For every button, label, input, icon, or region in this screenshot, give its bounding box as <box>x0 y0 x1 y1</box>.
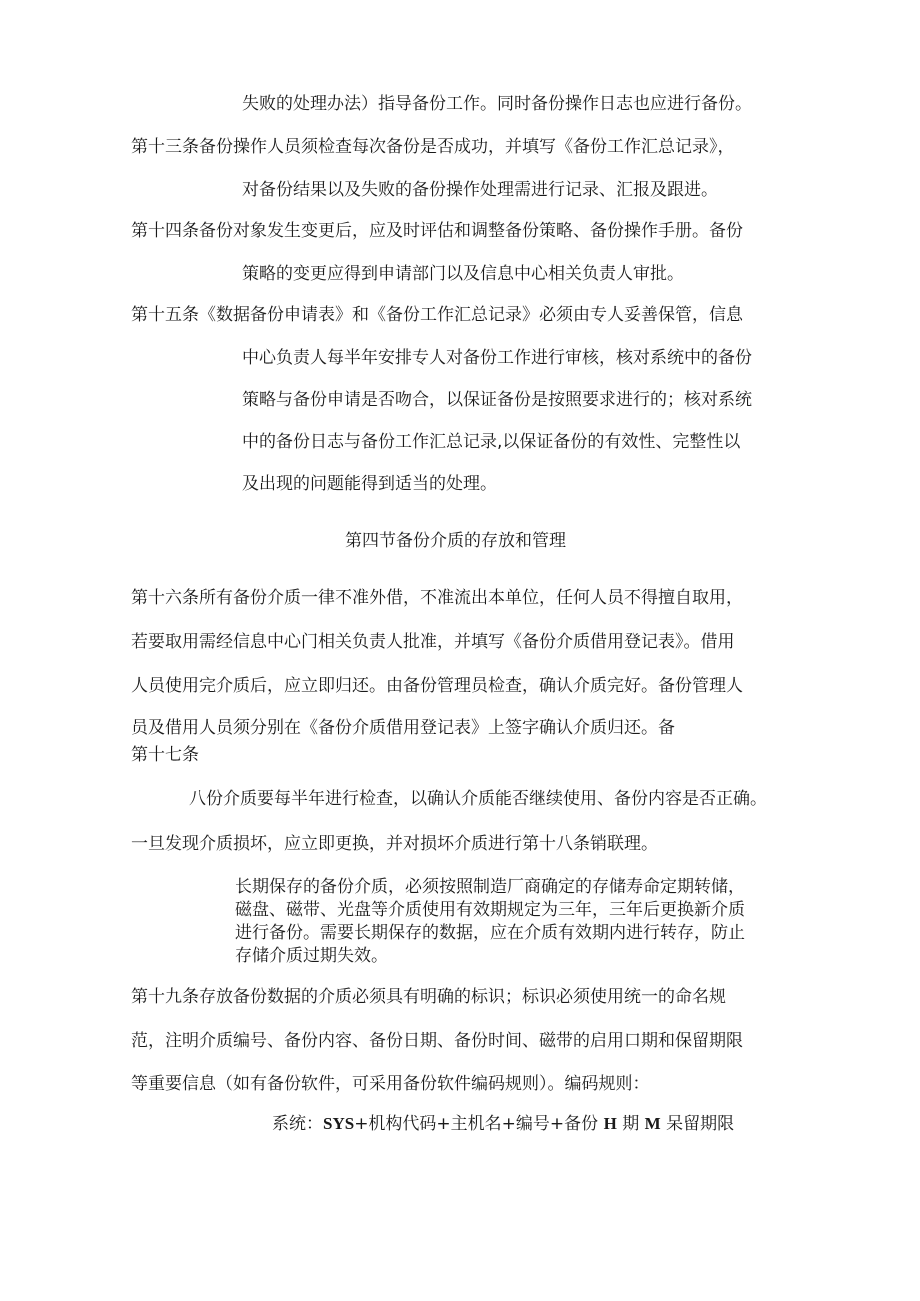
paragraph-line: 中的备份日志与备份工作汇总记录,以保证备份的有效性、完整性以 <box>242 432 741 452</box>
code-rule-retention: 呆留期限 <box>666 1114 735 1134</box>
paragraph-line: 等重要信息（如有备份软件，可采用备份软件编码规则）。编码规则： <box>131 1074 650 1094</box>
article-14-line: 第十四条备份对象发生变更后，应及时评估和调整备份策略、备份操作手册。备份 <box>131 221 743 241</box>
paragraph-line: 一旦发现介质损坏，应立即更换，并对损坏介质进行第十八条销联理。 <box>131 834 658 854</box>
code-rule-period: 期 <box>622 1114 640 1134</box>
code-rule-fields: +机构代码+主机名+编号+备份 <box>354 1114 599 1134</box>
block-line: 存储介质过期失效。 <box>235 946 388 966</box>
block-line: 长期保存的备份介质，必须按照制造厂商确定的存储寿命定期转储， <box>235 877 745 897</box>
article-17-label: 第十七条 <box>131 745 199 765</box>
article-15-line: 第十五条《数据备份申请表》和《备份工作汇总记录》必须由专人妥善保管，信息 <box>131 305 743 325</box>
paragraph-line: 人员使用完介质后，应立即归还。由备份管理员检查，确认介质完好。备份管理人 <box>131 676 743 696</box>
code-rule-prefix: 系统： <box>272 1114 323 1134</box>
paragraph-line: 员及借用人员须分别在《备份介质借用登记表》上签字确认介质归还。备 <box>131 718 675 738</box>
article-16-line: 第十六条所有备份介质一律不准外借，不准流出本单位，任何人员不得擅自取用， <box>131 588 743 608</box>
paragraph-line: 若要取用需经信息中心门相关负责人批准，并填写《备份介质借用登记表》。借用 <box>131 632 735 652</box>
paragraph-line: 中心负责人每半年安排专人对备份工作进行审核，核对系统中的备份 <box>242 348 752 368</box>
code-rule-h: H <box>603 1114 617 1133</box>
paragraph-line: 对备份结果以及失败的备份操作处理需进行记录、汇报及跟进。 <box>242 180 718 200</box>
article-13-line: 第十三条备份操作人员须检查每次备份是否成功，并填写《备份工作汇总记录》， <box>131 137 735 157</box>
paragraph-line: 失败的处理办法）指导备份工作。同时备份操作日志也应进行备份。 <box>242 94 752 114</box>
code-rule-sys: SYS <box>323 1114 355 1133</box>
section-title: 第四节备份介质的存放和管理 <box>345 531 566 551</box>
paragraph-line: 策略的变更应得到申请部门以及信息中心相关负责人审批。 <box>242 264 684 284</box>
block-line: 进行备份。需要长期保存的数据，应在介质有效期内进行转存，防止 <box>235 923 745 943</box>
paragraph-line: 及出现的问题能得到适当的处理。 <box>242 474 497 494</box>
block-line: 磁盘、磁带、光盘等介质使用有效期规定为三年，三年后更换新介质 <box>235 900 745 920</box>
code-rule-line <box>272 1113 734 1135</box>
paragraph-line: 八份介质要每半年进行检查，以确认介质能否继续使用、备份内容是否正确。 <box>189 789 767 809</box>
article-19-line: 第十九条存放备份数据的介质必须具有明确的标识；标识必须使用统一的命名规 <box>131 987 726 1007</box>
paragraph-line: 范，注明介质编号、备份内容、备份日期、备份时间、磁带的启用口期和保留期限 <box>131 1031 743 1051</box>
paragraph-line: 策略与备份申请是否吻合，以保证备份是按照要求进行的；核对系统 <box>242 390 752 410</box>
code-rule-m: M <box>644 1114 661 1133</box>
